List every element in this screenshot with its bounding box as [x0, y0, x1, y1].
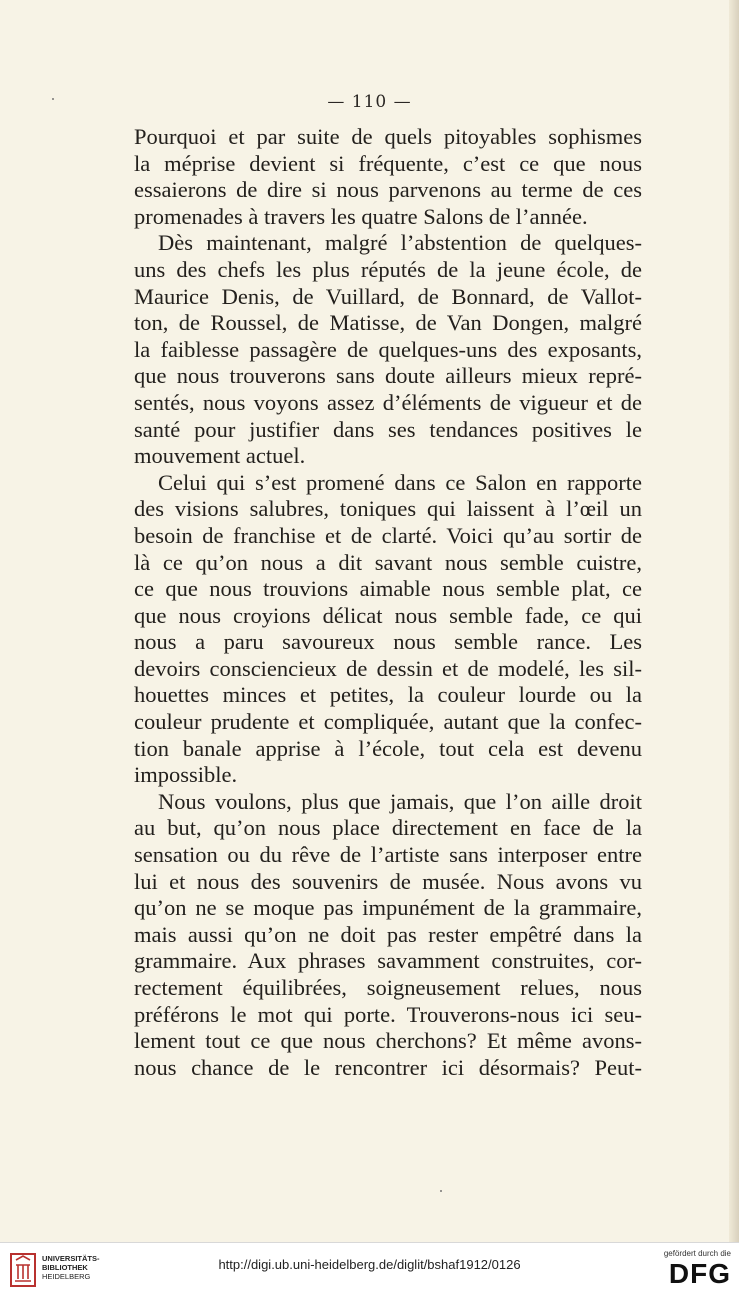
text-line: lement tout ce que nous cherchons? Et même avons-	[134, 1028, 642, 1054]
text-line: santé pour justifier dans ses tendances positives le	[134, 416, 642, 442]
text-line: nous a paru savoureux nous semble rance. Les	[134, 629, 642, 655]
text-line: qu’on ne se moque pas impunément de la grammaire,	[134, 895, 642, 921]
text-line: préférons le mot qui porte. Trouverons-nous ici seu-	[134, 1001, 642, 1027]
text-line: Maurice Denis, de Vuillard, de Bonnard, de Vallot-	[134, 283, 642, 309]
permalink-url[interactable]: http://digi.ub.uni-heidelberg.de/diglit/bshaf1912/0126	[218, 1257, 521, 1272]
text-line: que nous trouverons sans doute ailleurs mieux repré-	[134, 363, 642, 389]
text-line: houettes minces et petites, la couleur lourde ou la	[134, 682, 642, 708]
text-line: sentés, nous voyons assez d’éléments de vigueur et de	[134, 389, 642, 415]
library-name-line: UNIVERSITÄTS-	[42, 1254, 100, 1263]
text-line: uns des chefs les plus réputés de la jeune école, de	[134, 256, 642, 282]
text-line: grammaire. Aux phrases savamment construites, cor-	[134, 948, 642, 974]
text-line: ton, de Roussel, de Matisse, de Van Dongen, malgré	[134, 310, 642, 336]
text-line: Pourquoi et par suite de quels pitoyables sophismes	[134, 124, 642, 149]
text-line: Dès maintenant, malgré l’abstention de quelques-	[158, 230, 642, 256]
text-line: promenades à travers les quatre Salons de l’année.	[134, 203, 588, 229]
text-line: besoin de franchise et de clarté. Voici qu’au sortir de	[134, 522, 642, 548]
text-line: la méprise devient si fréquente, c’est ce que nous	[134, 150, 642, 176]
dfg-logo: DFG	[668, 1258, 731, 1289]
text-line: nous chance de le rencontrer ici désormais? Peut-	[134, 1054, 642, 1080]
text-line: tion banale apprise à l’école, tout cela est devenu	[134, 735, 642, 761]
text-line: ce que nous trouvions aimable nous semble plat, ce	[134, 576, 642, 602]
text-line: Nous voulons, plus que jamais, que l’on aille droit	[158, 788, 642, 814]
text-line: au but, qu’on nous place directement en face de la	[134, 815, 642, 841]
text-line: des visions salubres, toniques qui laissent à l’œil un	[134, 496, 642, 522]
text-line: impossible.	[134, 762, 238, 788]
page-edge	[729, 0, 739, 1242]
library-name-line: HEIDELBERG	[42, 1272, 91, 1281]
text-line: sensation ou du rêve de l’artiste sans interposer entre	[134, 842, 642, 868]
library-name-line: BIBLIOTHEK	[42, 1263, 88, 1272]
text-line: mouvement actuel.	[134, 443, 306, 469]
text-line: rectement équilibrées, soigneusement relues, nous	[134, 975, 642, 1000]
text-line: la faiblesse passagère de quelques-uns des exposants,	[134, 336, 642, 362]
text-line: essaierons de dire si nous parvenons au terme de ces	[134, 177, 642, 203]
page-body-text	[134, 124, 642, 1081]
page-number: — 110 —	[327, 92, 412, 112]
text-line: mais aussi qu’on ne doit pas rester empêtré dans la	[134, 921, 642, 947]
text-line: couleur prudente et compliquée, autant que la confec-	[134, 709, 642, 735]
text-line: devoirs consciencieux de dessin et de modelé, les sil-	[134, 655, 642, 681]
funding-note: gefördert durch die	[663, 1249, 731, 1258]
paper-speck	[440, 1190, 442, 1192]
text-line: que nous croyions délicat nous semble fade, ce qui	[134, 602, 642, 628]
text-line: Celui qui s’est promené dans ce Salon en rapporte	[158, 469, 642, 495]
text-line: là ce qu’on nous a dit savant nous semble cuistre,	[134, 549, 642, 575]
text-line: lui et nous des souvenirs de musée. Nous avons vu	[134, 868, 642, 894]
viewer-footer	[0, 1242, 739, 1297]
